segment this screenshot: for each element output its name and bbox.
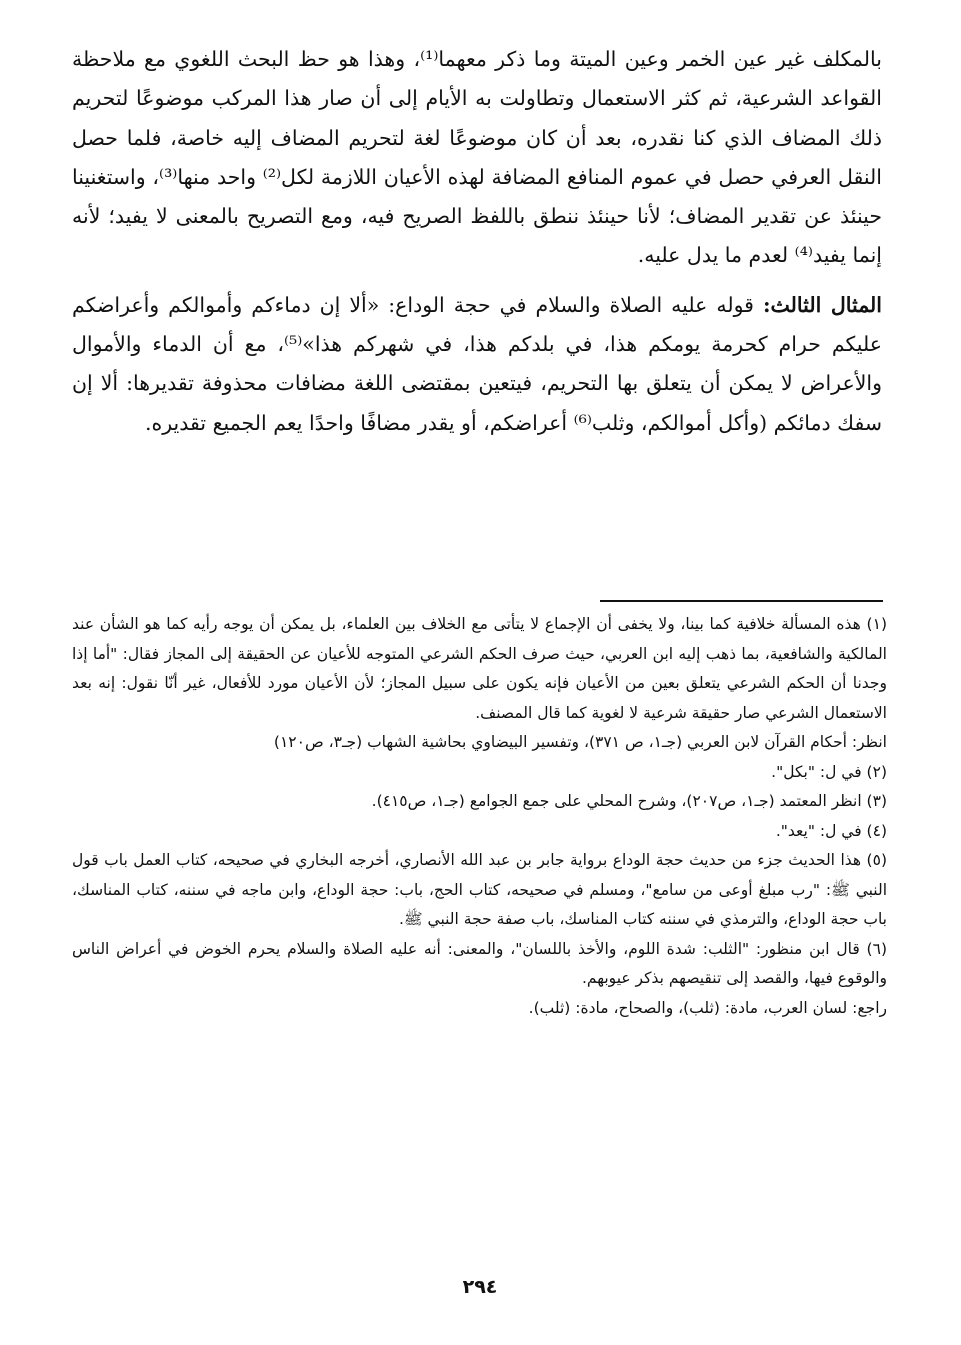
footnote-5: (٥) هذا الحديث جزء من حديث حجة الوداع برواية جابر بن عبد الله الأنصاري، أخرجه البخاري في صحيحه، كتاب العمل باب قول النبي ﷺ: "رب مبلغ أوعى من سامع"، ومسلم في صحيحه، كتاب الحج، باب: حجة الوداع، وابن ماجه في سننه، كتاب المناسك، باب حجة الوداع، والترمذي في سننه كتاب المناسك، باب صفة حجة النبي ﷺ.	[72, 851, 887, 928]
footnote-6-reference: راجع: لسان العرب، مادة: (ثلب)، والصحاح، مادة: (ثلب).	[528, 998, 887, 1017]
main-text-body	[72, 40, 882, 459]
footnote-1: (١) هذه المسألة خلافية كما بينا، ولا يخفى أن الإجماع لا يتأتى مع الخلاف بين العلماء، بل يمكن أن يوجه رأيه كما هو الشأن عند المالكية والشافعية، بما ذهب إليه ابن العربي، حيث صرف الحكم الشرعي المتوجه للأعيان عن الحقيقة إلى المجاز فقال: "أما إذا وجدنا أن الحكم الشرعي يتعلق بعين من الأعيان فإنه يكون على سبيل المجاز؛ لأن الأعيان مورد للأفعال، غير أنّا نقول: إنه بعد الاستعمال الشرعي صار حقيقة شرعية لا لغوية كما قال المصنف.	[72, 615, 887, 722]
example-text: قوله عليه الصلاة والسلام في حجة الوداع: «ألا إن دماءكم وأموالكم وأعراضكم عليكم حرام كحرمة يومكم هذا، في بلدكم هذا، في شهركم هذا»⁽⁵⁾، مع أن الدماء والأموال والأعراض لا يمكن أن يتعلق بها التحريم، فيتعين بمقتضى اللغة مضافات محذوفة تقديرها: ألا إن سفك دمائكم (وأكل أموالكم، وثلب⁽⁶⁾ أعراضكم، أو يقدر مضافًا واحدًا يعم الجميع تقديره.	[72, 292, 882, 435]
main-paragraph-1: بالمكلف غير عين الخمر وعين الميتة وما ذكر معهما⁽¹⁾، وهذا هو حظ البحث اللغوي مع ملاحظة القواعد الشرعية، ثم كثر الاستعمال وتطاولت به الأيام إلى أن صار هذا المركب موضوعًا لتحريم ذلك المضاف الذي كنا نقدره، بعد أن كان موضوعًا لغة لتحريم المضاف إليه خاصة، فلما حصل النقل العرفي حصل في عموم المنافع المضافة لهذه الأعيان اللازمة لكل⁽²⁾ واحد منها⁽³⁾، واستغنينا حينئذ عن تقدير المضاف؛ لأنا حينئذ ننطق باللفظ الصريح فيه، ومع التصريح بالمعنى لا يفيد؛ لأنه إنما يفيد⁽⁴⁾ لعدم ما يدل عليه.	[72, 47, 882, 268]
footnote-4: (٤) في ل: "يعد".	[775, 821, 887, 840]
footnote-3: (٣) انظر المعتمد (جـ١، ص٢٠٧)، وشرح المحلي على جمع الجوامع (جـ١، ص٤١٥).	[371, 792, 887, 810]
footnotes-section	[72, 610, 887, 1023]
footnote-6: (٦) قال ابن منظور: "الثلب: شدة اللوم، والأخذ باللسان"، والمعنى: أنه عليه الصلاة والسلام يحرم الخوض في أعراض الناس والوقوع فيها، والقصد إلى تنقيصهم بذكر عيوبهم.	[72, 939, 887, 987]
footnote-2: (٢) في ل: "بكل".	[771, 762, 887, 781]
page-number: ٢٩٤	[462, 1276, 498, 1298]
footnote-1-reference: انظر: أحكام القرآن لابن العربي (جـ١، ص ٣٧١)، وتفسير البيضاوي بحاشية الشهاب (جـ٣، ص١٢٠)	[273, 733, 887, 751]
footnote-separator	[600, 600, 883, 602]
main-paragraph-2	[72, 286, 882, 443]
example-heading: المثال الثالث:	[762, 292, 882, 317]
